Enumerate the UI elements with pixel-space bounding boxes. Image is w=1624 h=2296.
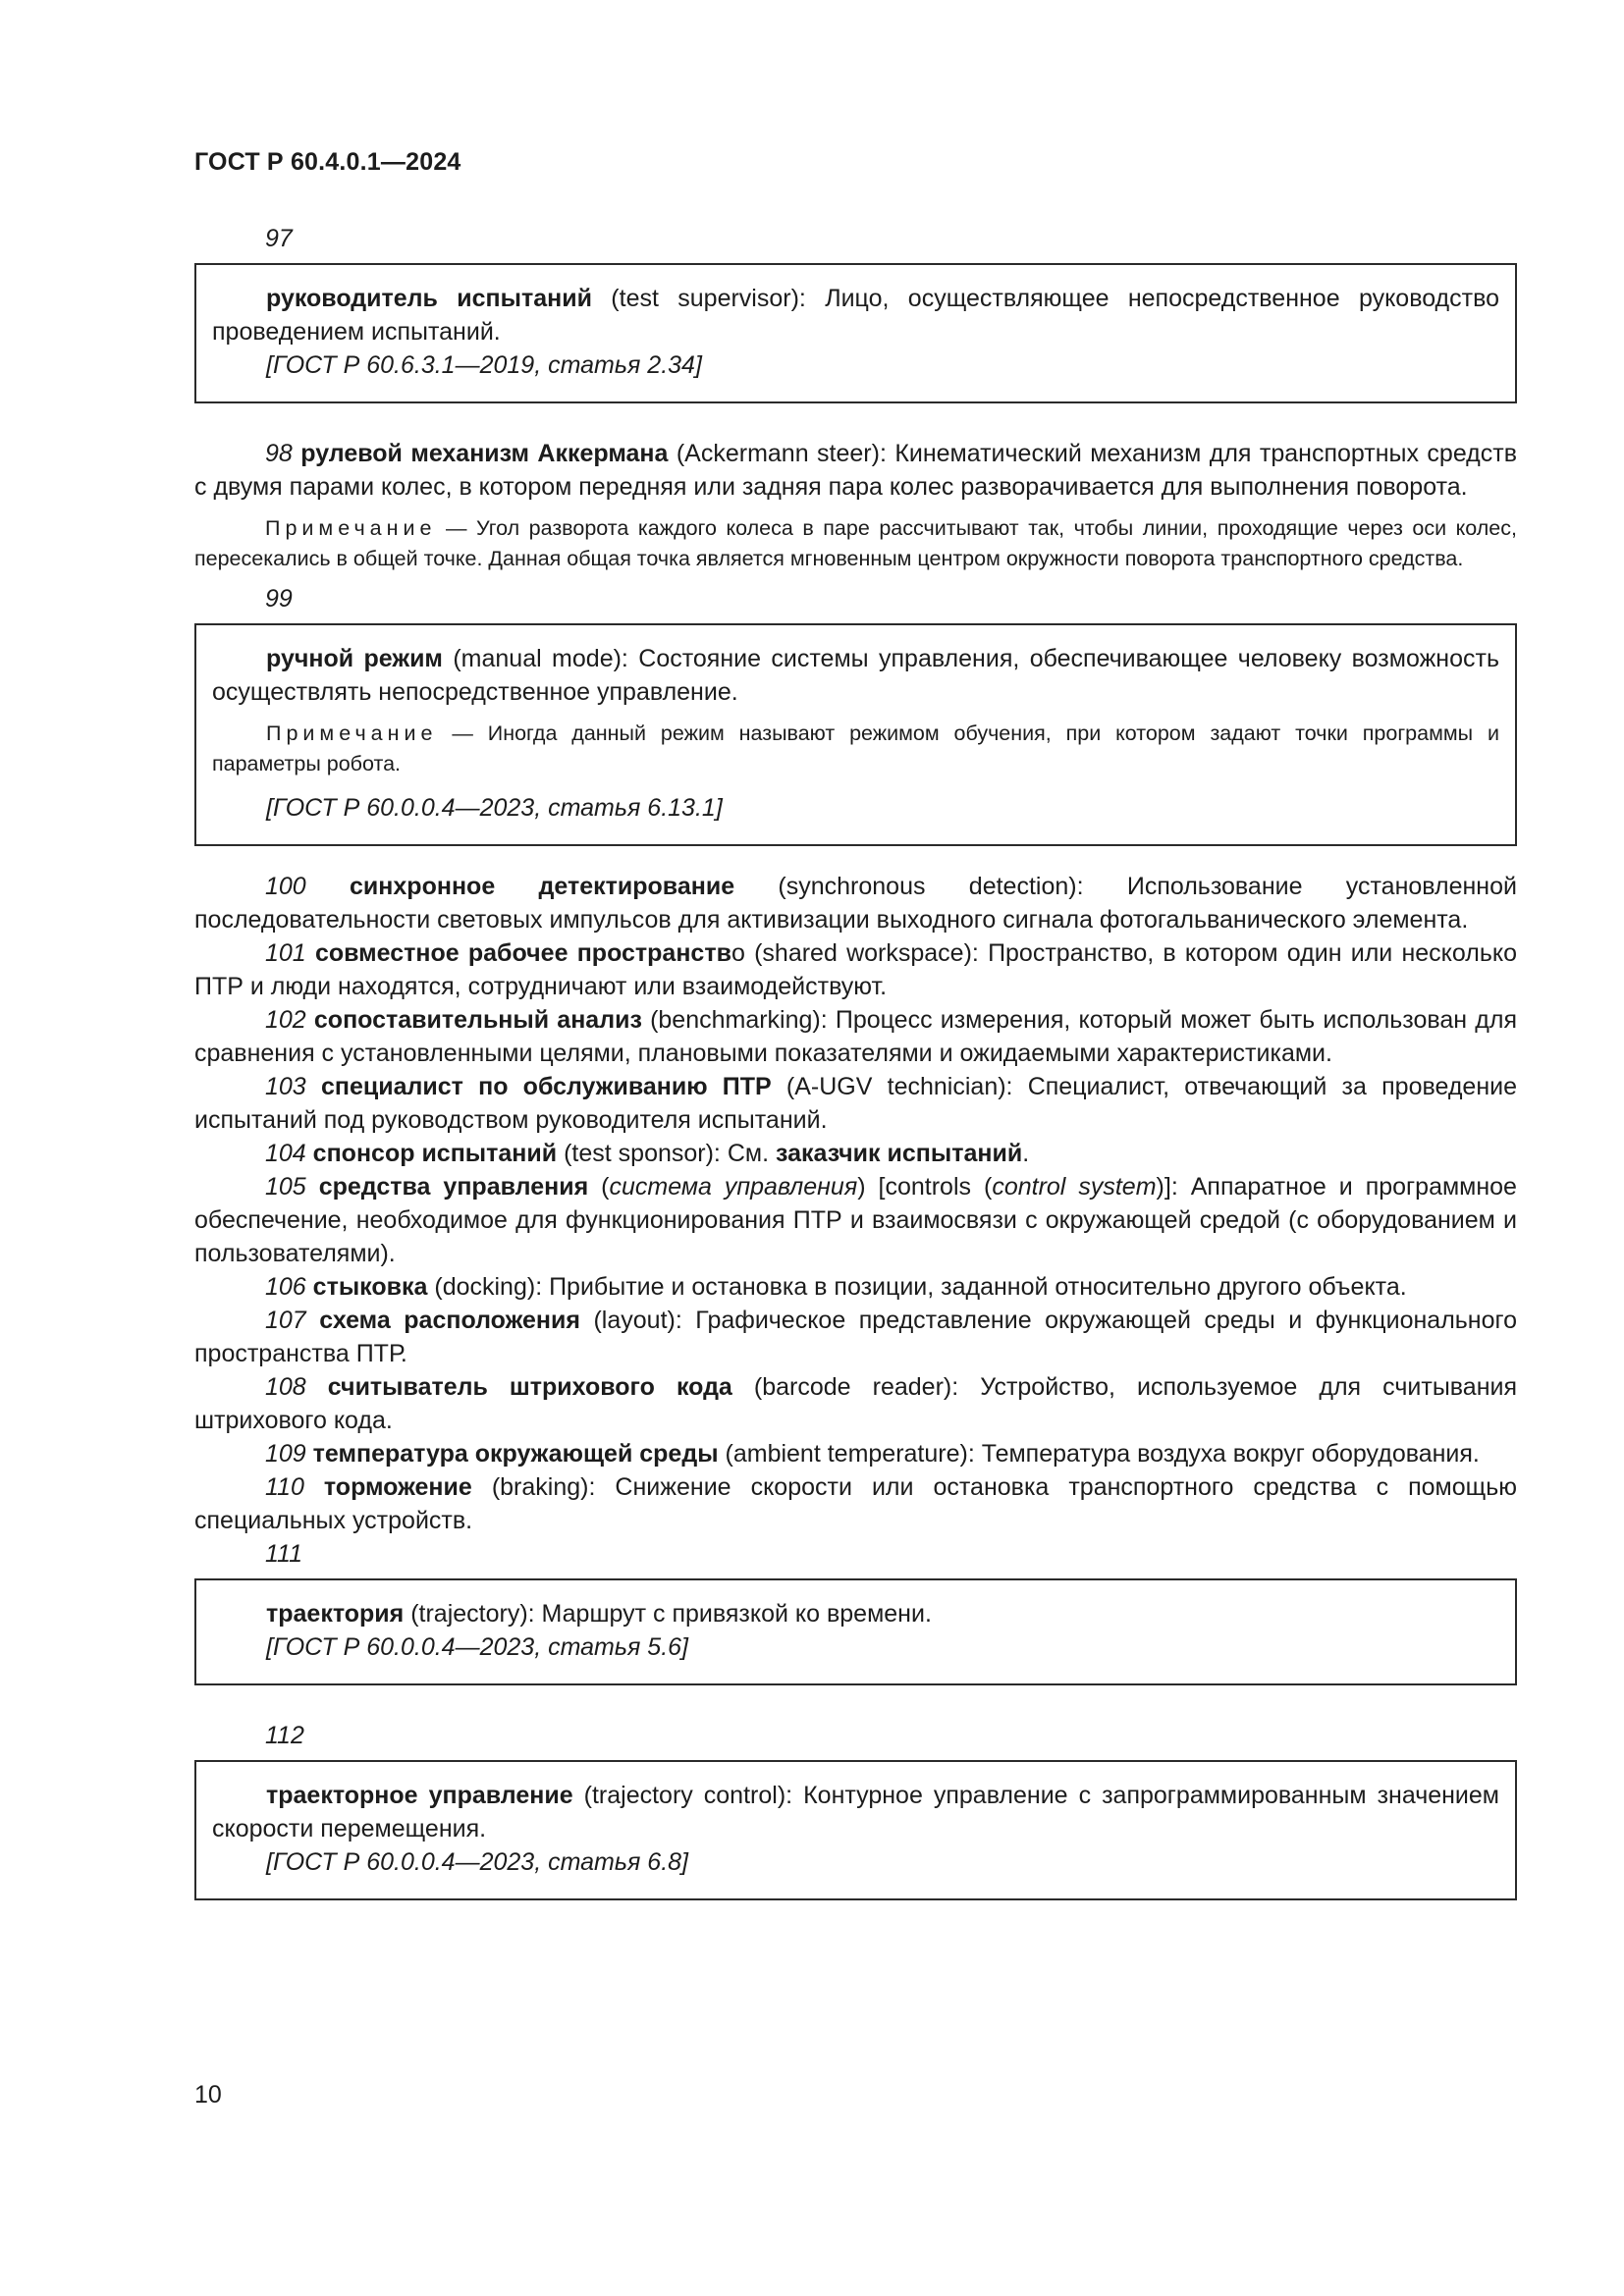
term-definition: (shared workspace): Пространство, в котором один или несколько ПТР и люди находятся, сотрудничают или взаимодействуют. bbox=[194, 939, 1517, 1000]
term-number-97: 97 bbox=[265, 225, 293, 252]
term-name: траектория bbox=[266, 1600, 405, 1628]
term-definition: (barcode reader): Устройство, используемое для считывания штрихового кода. bbox=[194, 1373, 1517, 1434]
term-entry-111 bbox=[212, 1597, 1499, 1630]
term-box-99 bbox=[194, 623, 1517, 846]
term-entry-106: 106 стыковка (docking): Прибытие и остановка в позиции, заданной относительно другого объекта. bbox=[265, 1273, 1407, 1301]
term-note-98 bbox=[194, 513, 1517, 574]
term-reference: [ГОСТ Р 60.6.3.1—2019, статья 2.34] bbox=[266, 351, 702, 379]
term-name: рулевой механизм Аккермана bbox=[300, 440, 669, 467]
term-definition: (test supervisor): Лицо, осуществляющее непосредственное руководство проведением испытаний. bbox=[212, 285, 1499, 346]
term-entry-107: 107 схема расположения (layout): Графическое представление окружающей среды и функционального пространства ПТР. bbox=[194, 1307, 1517, 1367]
cross-reference: заказчик испытаний bbox=[775, 1140, 1023, 1167]
term-reference: [ГОСТ Р 60.0.0.4—2023, статья 6.13.1] bbox=[266, 794, 723, 822]
term-definition: (layout): Графическое представление окружающей среды и функционального пространства ПТР. bbox=[194, 1307, 1517, 1367]
term-name-tail: о bbox=[731, 939, 745, 967]
term-entry-103: 103 специалист по обслуживанию ПТР (A-UGV technician): Специалист, отвечающий за проведение испытаний под руководством руководителя испытаний. bbox=[194, 1073, 1517, 1134]
note-label: Примечание bbox=[265, 516, 437, 540]
note-label: Примечание bbox=[266, 721, 438, 745]
term-name: средства управления bbox=[318, 1173, 589, 1201]
term-name: торможение bbox=[323, 1473, 472, 1501]
term-entry-99 bbox=[212, 642, 1499, 709]
term-definition: (trajectory control): Контурное управление с запрограммированным значением скорости перемещения. bbox=[212, 1782, 1499, 1842]
term-name: сопоставительный анализ bbox=[313, 1006, 642, 1034]
term-entry-105: 105 средства управления (система управления) [controls (control system)]: Аппаратное и программное обеспечение, необходимое для функционирования ПТР и взаимосвязи с окружающей средой (с оборудованием и пользователями). bbox=[194, 1173, 1517, 1267]
term-number-111: 111 bbox=[265, 1540, 303, 1568]
term-name: температура окружающей среды bbox=[312, 1440, 719, 1468]
term-definition: (braking): Снижение скорости или остановка транспортного средства с помощью специальных устройств. bbox=[194, 1473, 1517, 1534]
term-name: траекторное управление bbox=[266, 1782, 573, 1809]
term-name: схема расположения bbox=[319, 1307, 580, 1334]
term-box-97 bbox=[194, 263, 1517, 403]
term-name: стыковка bbox=[312, 1273, 428, 1301]
term-name: ручной режим bbox=[266, 645, 443, 672]
term-definition: (Ackermann steer): Кинематический механизм для транспортных средств с двумя парами колес, в котором передняя или задняя пара колес разворачивается для выполнения поворота. bbox=[194, 440, 1517, 501]
term-entry-109: 109 температура окружающей среды (ambient temperature): Температура воздуха вокруг оборудования. bbox=[265, 1440, 1480, 1468]
term-entry-104: 104 спонсор испытаний (test sponsor): См. заказчик испытаний. bbox=[265, 1140, 1030, 1167]
term-number-112: 112 bbox=[265, 1722, 304, 1749]
note-text: — Иногда данный режим называют режимом обучения, при котором задают точки программы и параметры робота. bbox=[212, 721, 1499, 775]
term-entry-100: 100 синхронное детектирование (synchronous detection): Использование установленной последовательности световых импульсов для активизации выходного сигнала фотогальванического элемента. bbox=[194, 873, 1517, 934]
term-entry-110: 110 торможение (braking): Снижение скорости или остановка транспортного средства с помощью специальных устройств. bbox=[194, 1473, 1517, 1534]
term-box-112 bbox=[194, 1760, 1517, 1900]
term-box-111 bbox=[194, 1578, 1517, 1685]
term-entry-101: 101 совместное рабочее пространство (shared workspace): Пространство, в котором один или несколько ПТР и люди находятся, сотрудничают или взаимодействуют. bbox=[194, 939, 1517, 1000]
term-name: совместное рабочее пространств bbox=[314, 939, 731, 967]
term-name: синхронное детектирование bbox=[350, 873, 735, 900]
term-reference: [ГОСТ Р 60.0.0.4—2023, статья 6.8] bbox=[266, 1848, 689, 1876]
term-number-99: 99 bbox=[265, 585, 293, 613]
term-definition: (manual mode): Состояние системы управления, обеспечивающее человеку возможность осуществлять непосредственное управление. bbox=[212, 645, 1499, 706]
page-number: 10 bbox=[194, 2081, 222, 2109]
term-entry-98: 98 рулевой механизм Аккермана (Ackermann steer): Кинематический механизм для транспортных средств с двумя парами колес, в котором передняя или задняя пара колес разворачивается для выполнения поворота. bbox=[194, 440, 1517, 501]
term-entry-97 bbox=[212, 282, 1499, 348]
term-name: специалист по обслуживанию ПТР bbox=[320, 1073, 772, 1100]
synonym-en: control system bbox=[992, 1173, 1157, 1201]
term-definition: (ambient temperature): Температура воздуха вокруг оборудования. bbox=[718, 1440, 1480, 1468]
term-reference: [ГОСТ Р 60.0.0.4—2023, статья 5.6] bbox=[266, 1633, 689, 1661]
term-entry-108: 108 считыватель штрихового кода (barcode reader): Устройство, используемое для считывания штрихового кода. bbox=[194, 1373, 1517, 1434]
term-definition: (trajectory): Маршрут с привязкой ко времени. bbox=[404, 1600, 932, 1628]
term-definition: (docking): Прибытие и остановка в позиции, заданной относительно другого объекта. bbox=[427, 1273, 1407, 1301]
term-definition: (A-UGV technician): Специалист, отвечающий за проведение испытаний под руководством руководителя испытаний. bbox=[194, 1073, 1517, 1134]
term-definition: )]: Аппаратное и программное обеспечение, необходимое для функционирования ПТР и взаимосвязи с окружающей средой (с оборудованием и пользователями). bbox=[194, 1173, 1517, 1267]
term-entry-102: 102 сопоставительный анализ (benchmarking): Процесс измерения, который может быть использован для сравнения с установленными целями, плановыми показателями и ожидаемыми характеристиками. bbox=[194, 1006, 1517, 1067]
term-definition: (test sponsor): См. bbox=[557, 1140, 776, 1167]
terms-section bbox=[194, 222, 1517, 1900]
term-name: спонсор испытаний bbox=[312, 1140, 558, 1167]
term-definition: (benchmarking): Процесс измерения, который может быть использован для сравнения с установленными целями, плановыми показателями и ожидаемыми характеристиками. bbox=[194, 1006, 1517, 1067]
synonym: система управления bbox=[609, 1173, 858, 1201]
document-code: ГОСТ Р 60.4.0.1—2024 bbox=[194, 148, 461, 176]
term-entry-112 bbox=[212, 1779, 1499, 1845]
note-text: — Угол разворота каждого колеса в паре рассчитывают так, чтобы линии, проходящие через оси колес, пересекались в общей точке. Данная общая точка является мгновенным центром окружности поворота транспортного средства. bbox=[194, 516, 1517, 570]
term-name: руководитель испытаний bbox=[266, 285, 592, 312]
term-note-99 bbox=[212, 719, 1499, 779]
term-name: считыватель штрихового кода bbox=[327, 1373, 732, 1401]
term-definition: (synchronous detection): Использование установленной последовательности световых импульсов для активизации выходного сигнала фотогальванического элемента. bbox=[194, 873, 1517, 934]
